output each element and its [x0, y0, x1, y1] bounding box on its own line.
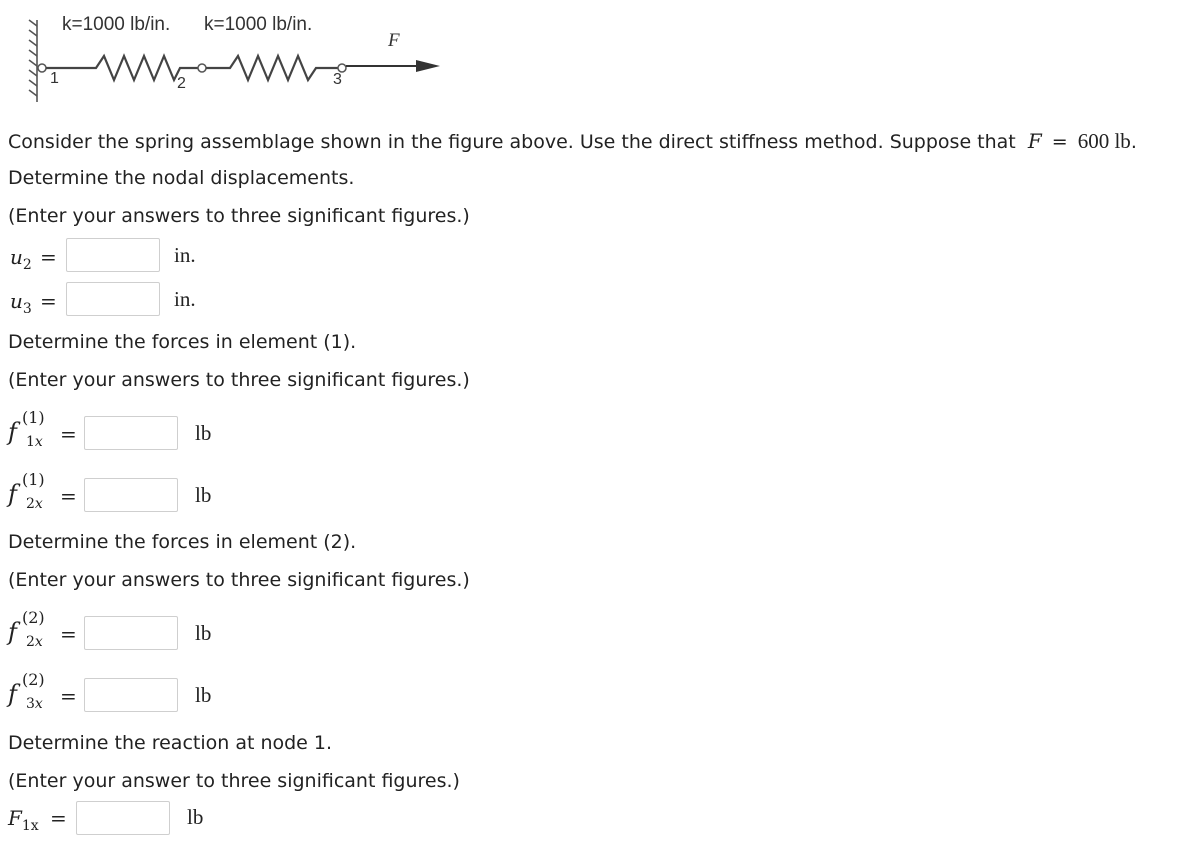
- spring-assemblage-figure: [0, 0, 460, 110]
- part3-heading: Determine the forces in element (2).: [8, 531, 357, 553]
- f1x-element1-label: f (1) 1x: [8, 408, 45, 450]
- fixed-wall: [29, 20, 37, 102]
- f2x-element1-equals: =: [60, 484, 77, 508]
- spring-2-stiffness-label: k=1000 lb/in.: [204, 14, 313, 35]
- node-1-label: 1: [50, 70, 59, 87]
- u2-unit: in.: [174, 243, 196, 267]
- u2-label: $u_2$: [10, 245, 32, 273]
- u2-input[interactable]: [66, 238, 160, 272]
- f2x-element2-unit: lb: [195, 621, 212, 645]
- f3x-element2-unit: lb: [195, 683, 212, 707]
- u3-input[interactable]: [66, 282, 160, 316]
- problem-statement: [8, 129, 1137, 154]
- f2x-element1-label: f (1) 2x: [8, 470, 45, 512]
- part3-note: (Enter your answers to three significant figures.): [8, 569, 470, 591]
- spring-element-2: [206, 56, 340, 80]
- node-3-label: 3: [333, 71, 342, 88]
- given-equals: =: [1051, 131, 1068, 153]
- force-label: F: [388, 30, 400, 51]
- f2x-element2-label: f (2) 2x: [8, 608, 45, 650]
- node-2-label: 2: [177, 75, 186, 92]
- f1x-element1-unit: lb: [195, 421, 212, 445]
- u3-unit: in.: [174, 287, 196, 311]
- node-2-circle: [198, 64, 206, 72]
- f1x-element1-input[interactable]: [84, 416, 178, 450]
- part1-note: (Enter your answers to three significant figures.): [8, 205, 470, 227]
- node-1-circle: [38, 64, 46, 72]
- f2x-element2-input[interactable]: [84, 616, 178, 650]
- part1-heading: Determine the nodal displacements.: [8, 167, 355, 189]
- F1x-unit: lb: [187, 805, 204, 829]
- part4-heading: Determine the reaction at node 1.: [8, 732, 333, 754]
- f2x-element2-equals: =: [60, 622, 77, 646]
- given-symbol: F: [1027, 129, 1042, 153]
- given-period: .: [1130, 131, 1137, 153]
- f1x-element1-equals: =: [60, 422, 77, 446]
- part4-note: (Enter your answer to three significant figures.): [8, 770, 460, 792]
- f2x-element1-input[interactable]: [84, 478, 178, 512]
- u2-equals: =: [40, 245, 57, 269]
- u3-label: $u_3$: [10, 289, 32, 317]
- part2-note: (Enter your answers to three significant figures.): [8, 369, 470, 391]
- problem-intro: Consider the spring assemblage shown in the figure above. Use the direct stiffness method. Suppose that: [8, 131, 1016, 153]
- f2x-element1-unit: lb: [195, 483, 212, 507]
- f3x-element2-label: f (2) 3x: [8, 670, 45, 712]
- given-value: 600 lb: [1077, 129, 1131, 153]
- u3-equals: =: [40, 289, 57, 313]
- F1x-label: $F_{1x}$: [8, 806, 39, 834]
- part2-heading: Determine the forces in element (1).: [8, 331, 357, 353]
- f3x-element2-equals: =: [60, 684, 77, 708]
- f3x-element2-input[interactable]: [84, 678, 178, 712]
- spring-1-stiffness-label: k=1000 lb/in.: [62, 14, 171, 35]
- force-arrow-head: [416, 60, 440, 72]
- F1x-input[interactable]: [76, 801, 170, 835]
- F1x-equals: =: [50, 806, 67, 830]
